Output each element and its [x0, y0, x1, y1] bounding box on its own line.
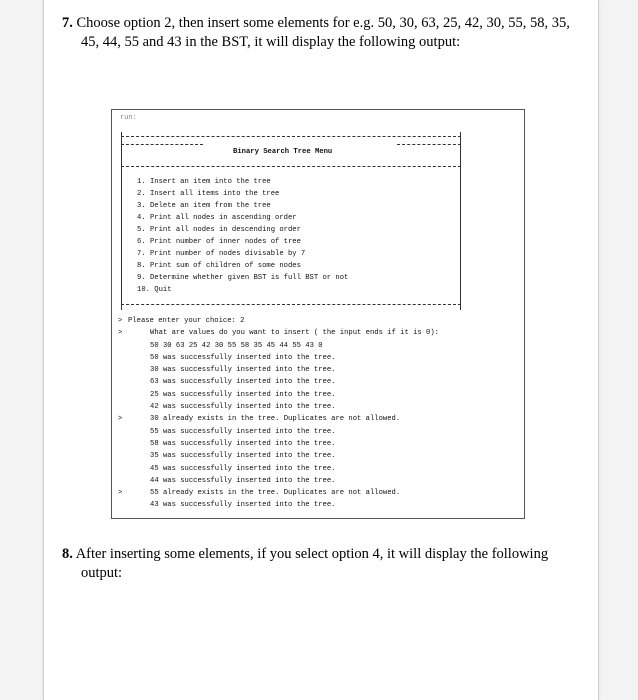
- menu-item-1: 1. Insert an item into the tree: [137, 178, 271, 186]
- output-line-text: 42 was successfully inserted into the tree.: [150, 403, 336, 412]
- output-line: [118, 389, 518, 401]
- output-marker: >: [118, 329, 123, 338]
- menu-border-bottom: [121, 304, 461, 305]
- menu-item-5: 5. Print all nodes in descending order: [137, 226, 301, 234]
- output-line-text: 30 was successfully inserted into the tree.: [150, 366, 336, 375]
- question-8-line-1: After inserting some elements, if you select option 4, it will display the following: [75, 546, 549, 562]
- output-line: [118, 475, 518, 487]
- output-line-text: 45 was successfully inserted into the tree.: [150, 464, 336, 473]
- output-line: [118, 463, 518, 475]
- menu-item-8: 8. Print sum of children of some nodes: [137, 262, 301, 270]
- output-line: [118, 327, 518, 339]
- menu-box: [121, 132, 461, 310]
- output-line: [118, 352, 518, 364]
- menu-item-2: 2. Insert all items into the tree: [137, 190, 280, 198]
- output-line-text: 25 was successfully inserted into the tree.: [150, 390, 336, 399]
- question-7-line-2: 45, 44, 55 and 43 in the BST, it will display the following output:: [81, 34, 461, 50]
- menu-items: [137, 176, 348, 296]
- question-7-line-1: Choose option 2, then insert some elements for e.g. 50, 30, 63, 25, 42, 30, 55, 58, 35,: [76, 15, 570, 31]
- choice-prompt: [118, 315, 518, 327]
- question-8: [62, 545, 582, 583]
- menu-title-dash-left: [121, 144, 203, 145]
- output-line-text: 63 was successfully inserted into the tree.: [150, 378, 336, 387]
- menu-border-top: [121, 136, 461, 137]
- output-line: [118, 438, 518, 450]
- menu-title-dash-right: [397, 144, 461, 145]
- output-line: [118, 376, 518, 388]
- menu-item-6: 6. Print number of inner nodes of tree: [137, 238, 301, 246]
- question-8-line-2: output:: [81, 565, 123, 581]
- output-line-text: 35 was successfully inserted into the tree.: [150, 452, 336, 461]
- menu-title-border-bottom: [121, 166, 461, 167]
- output-line-text: 50 was successfully inserted into the tree.: [150, 353, 336, 362]
- menu-border-right: [460, 132, 461, 310]
- menu-item-3: 3. Delete an item from the tree: [137, 202, 271, 210]
- menu-title: Binary Search Tree Menu: [233, 148, 333, 156]
- output-line: [118, 364, 518, 376]
- console-output: [118, 315, 518, 512]
- output-line: [118, 413, 518, 425]
- menu-item-4: 4. Print all nodes in ascending order: [137, 214, 297, 222]
- menu-item-10: 10. Quit: [137, 286, 172, 294]
- question-7-number: 7.: [62, 15, 73, 31]
- console-output-screenshot: [111, 109, 525, 519]
- output-line-text: What are values do you want to insert ( the input ends if it is 0):: [150, 329, 439, 338]
- output-line-text: 30 already exists in the tree. Duplicates are not allowed.: [150, 415, 401, 424]
- output-marker: >: [118, 415, 123, 424]
- output-line-text: 44 was successfully inserted into the tree.: [150, 476, 336, 485]
- output-line-text: 43 was successfully inserted into the tree.: [150, 501, 336, 510]
- output-marker: >: [118, 489, 123, 498]
- question-8-number: 8.: [62, 546, 73, 562]
- output-line-text: 55 was successfully inserted into the tree.: [150, 427, 336, 436]
- output-line: [118, 401, 518, 413]
- menu-item-9: 9. Determine whether given BST is full BST or not: [137, 274, 349, 282]
- output-line-text: 55 already exists in the tree. Duplicates are not allowed.: [150, 489, 401, 498]
- output-line: [118, 487, 518, 499]
- output-line: [118, 340, 518, 352]
- question-7: [62, 14, 592, 52]
- output-line: [118, 499, 518, 511]
- choice-prompt-text: Please enter your choice: 2: [128, 317, 245, 325]
- output-line-text: 50 30 63 25 42 30 55 58 35 45 44 55 43 0: [150, 341, 323, 350]
- output-line: [118, 426, 518, 438]
- prompt-marker: >: [118, 317, 123, 325]
- menu-border-left: [121, 132, 122, 310]
- run-label: run:: [120, 114, 137, 122]
- output-line-text: 58 was successfully inserted into the tree.: [150, 439, 336, 448]
- output-line: [118, 450, 518, 462]
- menu-item-7: 7. Print number of nodes divisable by 7: [137, 250, 306, 258]
